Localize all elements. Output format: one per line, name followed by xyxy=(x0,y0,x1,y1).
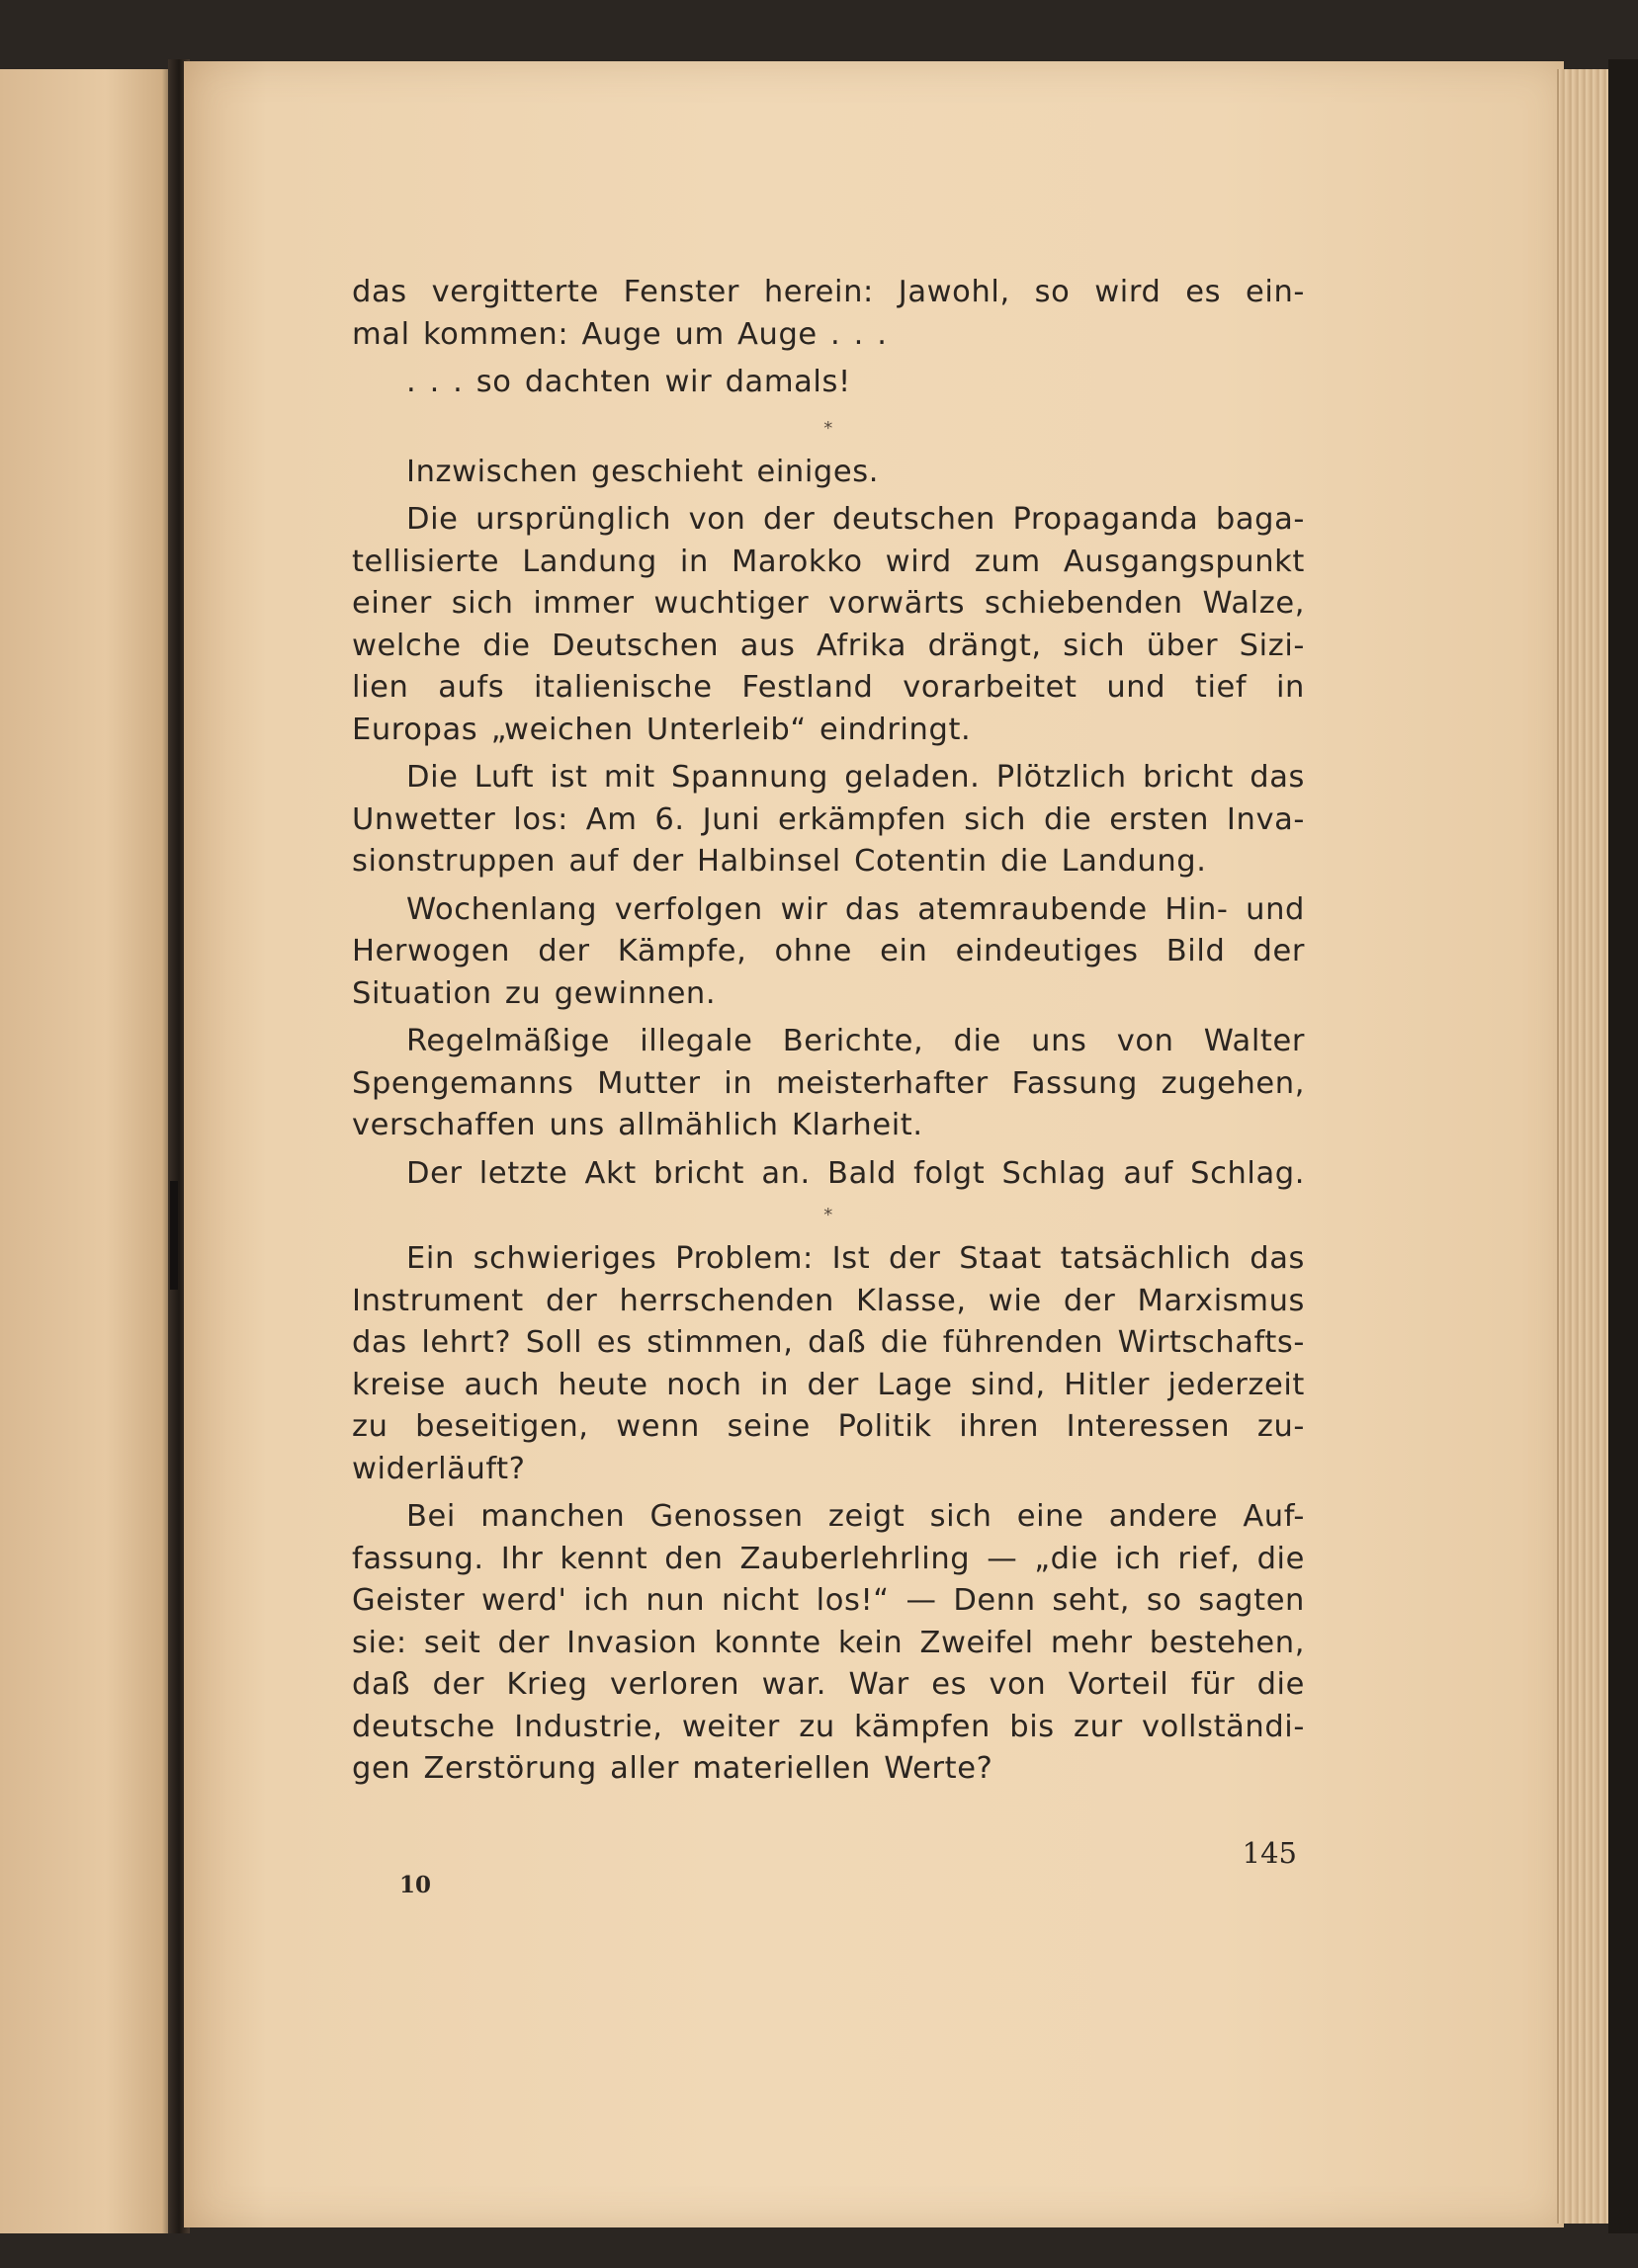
text-line: deutsche Industrie, weiter zu kämpfen bis zur vollständi- xyxy=(352,1709,1305,1744)
text-line: Unwetter los: Am 6. Juni erkämpfen sich die ersten Inva- xyxy=(352,801,1305,837)
text-line: mal kommen: Auge um Auge . . . xyxy=(352,316,888,352)
text-line: Spengemanns Mutter in meisterhafter Fassung zugehen, xyxy=(352,1065,1305,1101)
text-line: daß der Krieg verloren war. War es von Vorteil für die xyxy=(352,1667,1305,1702)
text-line: Herwogen der Kämpfe, ohne ein eindeutiges Bild der xyxy=(352,934,1305,968)
text-line: lien aufs italienische Festland vorarbeitet und tief in xyxy=(352,670,1305,705)
text-line: gen Zerstörung aller materiellen Werte? xyxy=(352,1751,993,1786)
text-line: kreise auch heute noch in der Lage sind, Hitler jederzeit xyxy=(352,1367,1305,1402)
paragraph-comrades xyxy=(352,1496,1305,1791)
text-line: verschaffen uns allmählich Klarheit. xyxy=(352,1108,923,1142)
text-line: tellisierte Landung in Marokko wird zum Ausgangspunkt xyxy=(352,544,1305,579)
text-line: Die Luft ist mit Spannung geladen. Plötzlich bricht das xyxy=(406,760,1305,795)
page-text xyxy=(352,272,1305,1797)
text-line: Situation zu gewinnen. xyxy=(352,975,717,1011)
text-line: zu beseitigen, wenn seine Politik ihren Interessen zu- xyxy=(352,1409,1305,1444)
printer-signature-mark: 10 xyxy=(399,1872,432,1898)
page-number: 145 xyxy=(1242,1836,1297,1870)
text-line: fassung. Ihr kennt den Zauberlehrling — „die ich rief, die xyxy=(352,1541,1305,1576)
text-line: Regelmäßige illegale Berichte, die uns von Walter xyxy=(406,1024,1305,1058)
paragraph-reports xyxy=(352,1021,1305,1147)
section-divider-asterisk: * xyxy=(823,1205,833,1225)
text-line: das vergitterte Fenster herein: Jawohl, so wird es ein- xyxy=(352,275,1305,309)
text-line: das lehrt? Soll es stimmen, daß die führenden Wirtschafts- xyxy=(352,1325,1305,1360)
text-line: widerläuft? xyxy=(352,1451,526,1486)
paragraph-meanwhile: Inzwischen geschieht einiges. xyxy=(406,454,880,489)
paragraph-last-act xyxy=(352,1153,1305,1196)
text-line: Der letzte Akt bricht an. Bald folgt Schlag auf Schlag. xyxy=(406,1155,1305,1191)
text-line: Wochenlang verfolgen wir das atemraubende Hin- und xyxy=(406,891,1305,927)
paragraph-weeks xyxy=(352,889,1305,1016)
paragraph-landing-morocco xyxy=(352,499,1305,751)
text-line: Geister werd' ich nun nicht los!“ — Denn seht, so sagten xyxy=(352,1583,1305,1618)
facing-page-edge xyxy=(0,69,176,2233)
text-line: sie: seit der Invasion konnte kein Zweifel mehr bestehen, xyxy=(352,1625,1305,1660)
paragraph-invasion xyxy=(352,757,1305,883)
text-line: sionstruppen auf der Halbinsel Cotentin die Landung. xyxy=(352,844,1207,879)
text-line: Instrument der herrschenden Klasse, wie der Marxismus xyxy=(352,1283,1305,1318)
paragraph-continuation xyxy=(352,272,1305,356)
text-line: Bei manchen Genossen zeigt sich eine andere Auf- xyxy=(406,1499,1305,1534)
text-line: Die ursprünglich von der deutschen Propaganda baga- xyxy=(406,502,1305,537)
paragraph-reflection: . . . so dachten wir damals! xyxy=(406,365,851,399)
text-line: Ein schwieriges Problem: Ist der Staat tatsächlich das xyxy=(406,1241,1305,1276)
section-divider-asterisk: * xyxy=(823,417,833,439)
page-block-edges xyxy=(1557,69,1610,2224)
text-line: einer sich immer wuchtiger vorwärts schiebenden Walze, xyxy=(352,586,1305,621)
text-line: Europas „weichen Unterleib“ eindringt. xyxy=(352,712,972,747)
paragraph-problem xyxy=(352,1238,1305,1490)
gutter-mark xyxy=(170,1181,178,1290)
text-line: welche die Deutschen aus Afrika drängt, sich über Sizi- xyxy=(352,628,1305,663)
scan-background-right xyxy=(1608,59,1638,2233)
